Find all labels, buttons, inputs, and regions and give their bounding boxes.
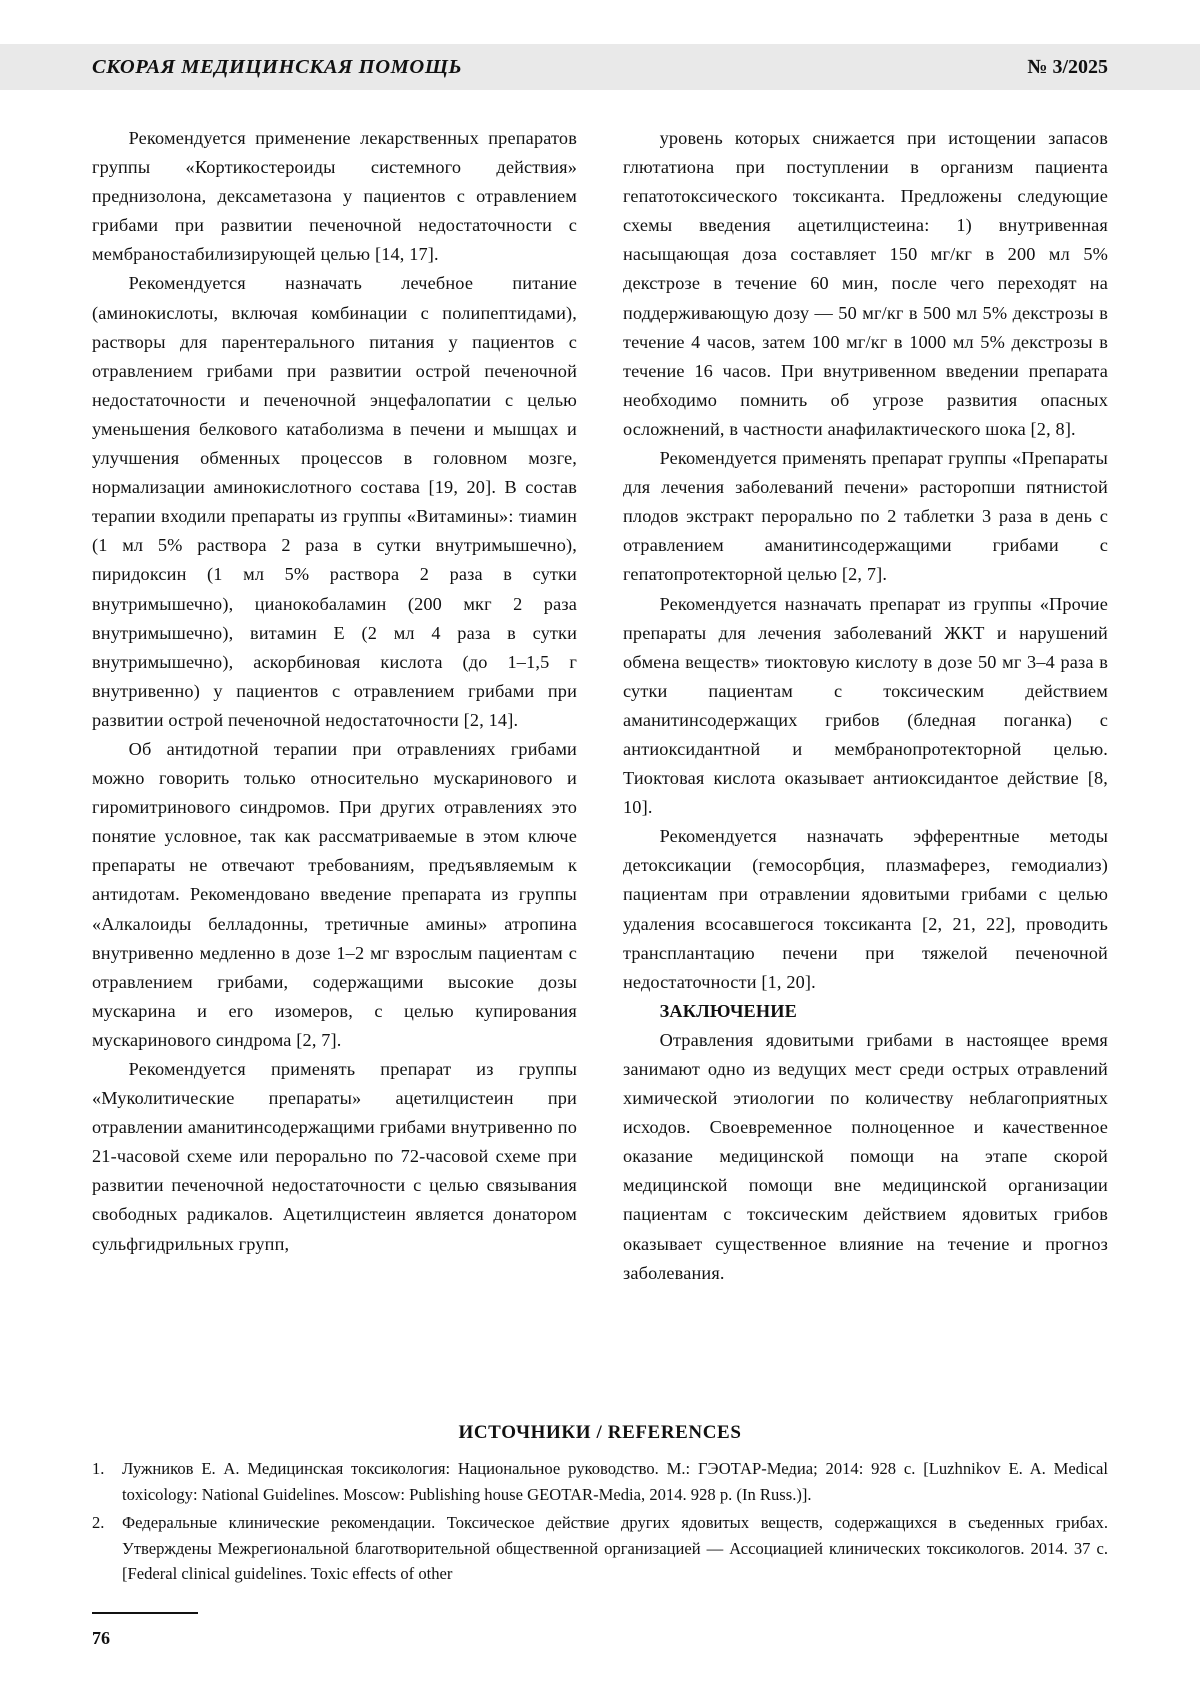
paragraph: Рекомендуется применение лекарственных препаратов группы «Кортикостероиды системного действия» преднизолона, дексаметазона у пациентов с отравлением грибами при развитии печеночной недостаточности с мембраностабилизирующей целью [14, 17].	[92, 128, 577, 265]
paragraph: уровень которых снижается при истощении запасов глютатиона при поступлении в организм пациента гепатотоксического токсиканта. Предложены следующие схемы введения ацетилцистеина: 1) внутривенная насыщающая доза составляет 150 мг/кг в 200 мл 5% декстрозе в течение 60 мин, после чего переходят на поддерживающую дозу — 50 мг/кг в 500 мл 5% декстрозы в течение 4 часов, затем 100 мг/кг в 1000 мл 5% декстрозы в течение 16 часов. При внутривенном введении препарата необходимо помнить об угрозе развития опасных осложнений, в частности анафилактического шока [2, 8].	[623, 128, 1108, 439]
footer-divider	[92, 1612, 198, 1614]
reference-text: Лужников Е. А. Медицинская токсикология: Национальное руководство. М.: ГЭОТАР-Медиа; 2014: 928 с. [Luzhnikov E. A. Medical toxicology: National Guidelines. Moscow: Publishing house GEOTAR-Media, 2014. 928 p. (In Russ.)].	[122, 1459, 1108, 1504]
paragraph: Отравления ядовитыми грибами в настоящее время занимают одно из ведущих мест среди острых отравлений химической этиологии по количеству неблагоприятных исходов. Своевременное полноценное и качественное оказание медицинской помощи на этапе скорой медицинской помощи вне медицинской организации пациентам с токсическим действием ядовитых грибов оказывает существенное влияние на течение и прогноз заболевания.	[623, 1029, 1108, 1283]
reference-number: 1.	[92, 1459, 105, 1478]
issue-number: № 3/2025	[1027, 55, 1108, 78]
article-body	[92, 124, 1108, 1288]
paragraph: Рекомендуется назначать эфферентные методы детоксикации (гемосорбция, плазмаферез, гемодиализ) пациентам при отравлении ядовитыми грибами с целью удаления всосавшегося токсиканта [2, 21, 22], проводить трансплантацию печени при тяжелой печеночной недостаточности [1, 20].	[623, 826, 1108, 992]
paragraph: Об антидотной терапии при отравлениях грибами можно говорить только относительно мускаринового и гиромитринового синдромов. При других отравлениях это понятие условное, так как рассматриваемые в этом ключе препараты не отвечают требованиям, предъявляемым к антидотам. Рекомендовано введение препарата из группы «Алкалоиды белладонны, третичные амины» атропина внутривенно медленно в дозе 1–2 мг взрослым пациентам с отравлением грибами, содержащими высокие дозы мускарина и его изомеров, с целью купирования мускаринового синдрома [2, 7].	[92, 738, 577, 1050]
paragraph: Рекомендуется применять препарат из группы «Муколитические препараты» ацетилцистеин при отравлении аманитинсодержащими грибами внутривенно по 21-часовой схеме или перорально по 72-часовой схеме при развитии печеночной недостаточности с целью связывания свободных радикалов. Ацетилцистеин является донатором сульфгидрильных групп,	[92, 1059, 577, 1254]
references-section	[92, 1422, 1108, 1590]
references-title: ИСТОЧНИКИ / REFERENCES	[458, 1422, 742, 1443]
reference-item	[92, 1456, 1108, 1507]
journal-title: СКОРАЯ МЕДИЦИНСКАЯ ПОМОЩЬ	[92, 55, 463, 78]
paragraph: Рекомендуется назначать лечебное питание (аминокислоты, включая комбинации с полипептидами), растворы для парентерального питания у пациентов с отравлением грибами при развитии острой печеночной недостаточности и печеночной энцефалопатии с целью уменьшения белкового катаболизма в печени и мышцах и улучшения обменных процессов в головном мозге, нормализации аминокислотного состава [19, 20]. В состав терапии входили препараты из группы «Витамины»: тиамин (1 мл 5% раствора 2 раза в сутки внутримышечно), пиридоксин (1 мл 5% раствора 2 раза в сутки внутримышечно), цианокобаламин (200 мкг 2 раза внутримышечно), витамин Е (2 мл 4 раза в сутки внутримышечно), аскорбиновая кислота (до 1–1,5 г внутривенно) у пациентов с отравлением грибами при развитии острой печеночной недостаточности [2, 14].	[92, 273, 577, 730]
paragraph: Рекомендуется назначать препарат из группы «Прочие препараты для лечения заболеваний ЖКТ и нарушений обмена веществ» тиоктовую кислоту в дозе 50 мг 3–4 раза в сутки пациентам с токсическим действием аманитинсодержащих грибов (бледная поганка) с антиоксидантной и мембранопротекторной целью. Тиоктовая кислота оказывает антиоксидантое действие [8, 10].	[623, 593, 1108, 818]
running-head	[92, 44, 1108, 90]
reference-item	[92, 1510, 1108, 1587]
reference-text: Федеральные клинические рекомендации. Токсическое действие других ядовитых веществ, содержащихся в съеденных грибах. Утверждены Межрегиональной благотворительной общественной организацией — Ассоциацией клинических токсикологов. 2014. 37 с. [Federal clinical guidelines. Toxic effects of other	[122, 1513, 1108, 1584]
page-number: 76	[92, 1628, 110, 1648]
column-right	[623, 124, 1108, 1288]
column-left	[92, 124, 577, 1288]
paragraph: Рекомендуется применять препарат группы «Препараты для лечения заболеваний печени» расторопши пятнистой плодов экстракт перорально по 2 таблетки 3 раза в день с отравлением аманитинсодержащими грибами с гепатопротекторной целью [2, 7].	[623, 448, 1108, 585]
conclusion-heading: ЗАКЛЮЧЕНИЕ	[659, 1000, 797, 1021]
reference-number: 2.	[92, 1513, 105, 1533]
